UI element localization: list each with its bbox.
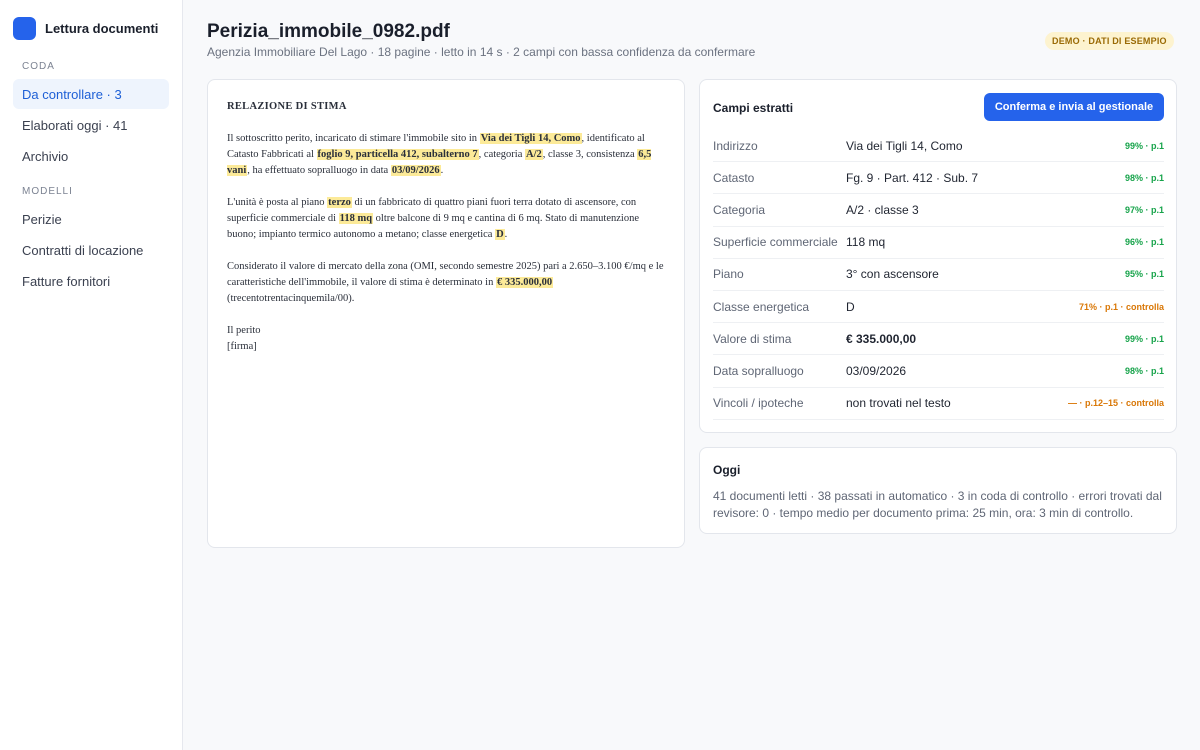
demo-badge: DEMO · DATI DI ESEMPIO [1045,32,1174,50]
document-heading: RELAZIONE DI STIMA [227,101,347,112]
field-value[interactable]: 118 mq [846,235,886,250]
nav-item-perizie[interactable]: Perizie [22,211,62,227]
field-row[interactable] [713,259,1164,291]
highlight-piano[interactable]: terzo [328,197,351,208]
highlight-categoria[interactable]: A/2 [526,149,542,160]
extracted-fields-panel [699,79,1177,433]
doc-text: L'unità è posta al piano [227,197,328,208]
highlight-catasto[interactable]: foglio 9, particella 412, subalterno 7 [317,149,478,160]
summary-panel [699,447,1177,534]
field-row[interactable] [713,194,1164,226]
doc-text: . [440,165,444,176]
field-value[interactable]: 03/09/2026 [846,363,907,378]
brand [13,17,158,40]
page-title: Perizia_immobile_0982.pdf [207,21,450,42]
field-label: Data sopralluogo [713,363,804,378]
confidence-badge: 98% · p.1 [1124,172,1164,183]
document-text [227,99,669,355]
nav-item-da-controllare[interactable]: Da controllare · 3 [13,79,169,109]
field-list [713,130,1164,420]
doc-text: , categoria [478,149,526,160]
field-value[interactable]: Via dei Tigli 14, Como [846,138,963,153]
document-preview[interactable] [207,79,685,548]
highlight-consistenza[interactable]: 6,5 vani [227,149,652,176]
field-label: Vincoli / ipoteche [713,396,804,411]
nav-item-fatture-fornitori[interactable]: Fatture fornitori [22,273,111,289]
document-meta: Agenzia Immobiliare Del Lago · 18 pagine · letto in 14 s · 2 campi con bassa confidenza da confermare [207,45,756,59]
nav-item-archivio[interactable]: Archivio [22,148,69,164]
field-value[interactable]: Fg. 9 · Part. 412 · Sub. 7 [846,170,979,185]
highlight-data-sopralluogo[interactable]: 03/09/2026 [391,165,440,176]
confidence-badge: 98% · p.1 [1124,365,1164,376]
field-row[interactable] [713,388,1164,420]
field-value[interactable]: non trovati nel testo [846,396,951,411]
confidence-badge: — · p.12–15 · controlla [1067,398,1164,409]
field-label: Catasto [713,170,755,185]
doc-text: Considerato il valore di mercato della zona (OMI, secondo semestre 2025) pari a 2.650–3.100 €/mq e le caratteristiche dell'immobile, il valore di stima è determinato in [227,261,664,288]
doc-text: Il sottoscritto perito, incaricato di stimare l'immobile sito in [227,133,480,144]
section-label-coda: CODA [22,61,55,72]
field-row[interactable] [713,291,1164,323]
document-paragraph [227,131,669,179]
confidence-badge: 97% · p.1 [1124,204,1164,215]
field-label: Categoria [713,202,766,217]
doc-text: , classe 3, consistenza [542,149,638,160]
highlight-valore-stima[interactable]: € 335.000,00 [496,277,553,288]
field-value[interactable]: 3° con ascensore [846,267,939,282]
field-row[interactable] [713,130,1164,162]
summary-title: Oggi [713,463,741,477]
app-logo-icon [13,17,36,40]
field-label: Piano [713,267,744,282]
confidence-badge: 96% · p.1 [1124,237,1164,248]
field-row[interactable] [713,323,1164,355]
document-paragraph [227,195,669,243]
summary-text: 41 documenti letti · 38 passati in automatico · 3 in coda di controllo · errori trovati dal revisore: 0 · tempo medio per documento prima: 25 min, ora: 3 min di controllo. [713,489,1162,520]
doc-text: . [504,229,508,240]
nav-item-contratti-locazione[interactable]: Contratti di locazione [22,242,144,258]
field-label: Indirizzo [713,138,758,153]
field-value[interactable]: A/2 · classe 3 [846,202,919,217]
doc-text: oltre balcone di 9 mq e cantina di 6 mq. Stato di manutenzione buono; impianto termico autonomo a metano; classe energetica [227,213,639,240]
field-label: Classe energetica [713,299,810,314]
confidence-badge: 99% · p.1 [1124,333,1164,344]
brand-name: Lettura documenti [45,21,159,36]
fields-title: Campi estratti [713,101,794,115]
field-row[interactable] [713,355,1164,387]
document-paragraph [227,259,669,307]
doc-text: di un fabbricato di quattro piani fuori terra dotato di ascensore, con superficie commerciale di [227,197,637,224]
field-value[interactable]: D [846,299,855,314]
confirm-send-button[interactable]: Conferma e invia al gestionale [984,93,1164,121]
field-row[interactable] [713,162,1164,194]
highlight-indirizzo[interactable]: Via dei Tigli 14, Como [480,133,581,144]
highlight-classe-energetica[interactable]: D [496,229,504,240]
document-signature-mark: [firma] [227,341,257,352]
sidebar [0,0,183,750]
nav-item-elaborati-oggi[interactable]: Elaborati oggi · 41 [22,117,128,133]
document-signature-label: Il perito [227,325,261,336]
field-label: Valore di stima [713,331,792,346]
doc-text: , ha effettuato sopralluogo in data [247,165,391,176]
field-label: Superficie commerciale [713,235,838,250]
confidence-badge: 71% · p.1 · controlla [1078,301,1164,312]
doc-text: (trecentotrentacinquemila/00). [227,293,355,304]
section-label-modelli: MODELLI [22,186,73,197]
confidence-badge: 95% · p.1 [1124,269,1164,280]
field-value[interactable]: € 335.000,00 [846,331,917,346]
doc-text: , identificato al Catasto Fabbricati al [227,133,645,160]
confidence-badge: 99% · p.1 [1124,140,1164,151]
highlight-superficie[interactable]: 118 mq [339,213,373,224]
field-row[interactable] [713,227,1164,259]
